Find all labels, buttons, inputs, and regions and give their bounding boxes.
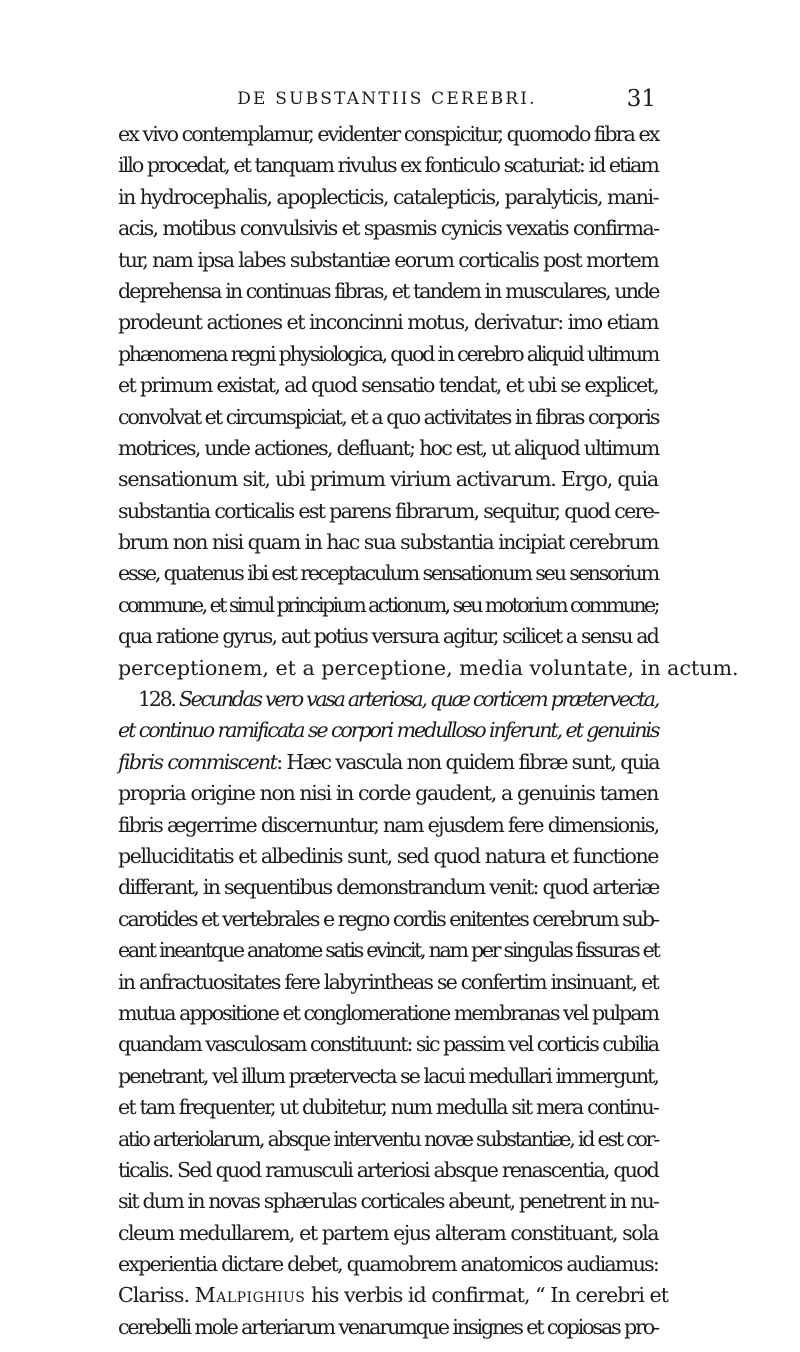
text-line: prodeunt actiones et inconcinni motus, derivatur: imo etiam <box>118 310 658 335</box>
text-line: differant, in sequentibus demonstrandum venit: quod arteriæ <box>118 875 659 900</box>
text-line: in hydrocephalis, apoplecticis, catalepticis, paralyticis, mani- <box>118 184 658 209</box>
text-line: penetrant, vel illum prætervecta se lacui medullari immergunt, <box>118 1063 658 1088</box>
text-line: quandam vasculosam constituunt: sic passim vel corticis cubilia <box>118 1032 658 1057</box>
text-line <box>118 747 658 778</box>
text-line: pelluciditatis et albedinis sunt, sed quod natura et functione <box>118 843 659 868</box>
text-line: experientia dictare debet, quamobrem anatomicos audiamus: <box>118 1252 658 1277</box>
text-line: tur, nam ipsa labes substantiæ eorum corticalis post mortem <box>118 247 658 272</box>
text-fragment: his verbis id confirmat, “ In cerebri et <box>310 1283 669 1308</box>
author-name: Malpighius <box>194 1283 306 1308</box>
text-line: et tam frequenter, ut dubitetur, num medulla sit mera continu- <box>118 1095 658 1120</box>
text-line: commune, et simul principium actionum, seu motorium commune; <box>118 592 658 617</box>
text-line: brum non nisi quam in hac sua substantia incipiat cerebrum <box>118 530 658 555</box>
text-line: ex vivo contemplamur, evidenter conspicitur, quomodo fibra ex <box>118 122 659 146</box>
text-line: carotides et vertebrales e regno cordis enitentes cerebrum sub- <box>118 906 658 931</box>
text-line: sit dum in novas sphærulas corticales abeunt, penetrent in nu- <box>118 1189 658 1214</box>
page-number: 31 <box>626 86 656 112</box>
section-heading: fibris commiscent <box>118 749 277 774</box>
text-line: in anfractuositates fere labyrintheas se confertim insinuant, et <box>118 969 658 994</box>
text-line: propria origine non nisi in corde gaudent, a genuinis tamen <box>118 781 658 806</box>
text-line: sensationum sit, ubi primum virium activarum. Ergo, quia <box>118 467 658 492</box>
text-fragment: Clariss. <box>118 1283 190 1308</box>
text-line: fibris ægerrime discernuntur, nam ejusdem fere dimensionis, <box>118 812 659 837</box>
body-text <box>118 119 739 1343</box>
text-line: atio arteriolarum, absque interventu novæ substantiæ, id est cor- <box>118 1126 658 1151</box>
text-line: convolvat et circumspiciat, et a quo activitates in fibras corporis <box>118 404 659 429</box>
text-line: deprehensa in continuas fibras, et tandem in musculares, unde <box>118 278 659 303</box>
text-line: cleum medullarem, et partem ejus alteram constituant, sola <box>118 1220 658 1245</box>
section-number: 128. <box>138 687 175 712</box>
section-heading-line: et continuo ramificata se corpori medulloso inferunt, et genuinis <box>118 718 659 743</box>
text-line: motrices, unde actiones, defluant; hoc est, ut aliquod ultimum <box>118 435 659 460</box>
section-heading: Secundas vero vasa arteriosa, quæ corticem prætervecta, <box>178 687 659 712</box>
text-line: et primum existat, ad quod sensatio tendat, et ubi se explicet, <box>118 373 658 398</box>
text-line: acis, motibus convulsivis et spasmis cynicis vexatis confirma- <box>118 216 659 241</box>
text-line: cerebelli mole arteriarum venarumque insignes et copiosas pro- <box>118 1314 658 1339</box>
text-line <box>118 1280 669 1311</box>
text-line: mutua appositione et conglomeratione membranas vel pulpam <box>118 1000 658 1025</box>
section-heading-line <box>118 684 658 715</box>
text-line: phænomena regni physiologica, quod in cerebro aliquid ultimum <box>118 341 658 366</box>
running-head <box>118 84 656 114</box>
text-line: perceptionem, et a perceptione, media voluntate, in actum. <box>118 655 739 680</box>
text-line: ticalis. Sed quod ramusculi arteriosi absque renascentia, quod <box>118 1157 658 1182</box>
text-line: esse, quatenus ibi est receptaculum sensationum seu sensorium <box>118 561 658 586</box>
text-line: illo procedat, et tanquam rivulus ex fonticulo scaturiat: id etiam <box>118 153 658 178</box>
text-line: substantia corticalis est parens fibrarum, sequitur, quod cere- <box>118 498 659 523</box>
text-line: qua ratione gyrus, aut potius versura agitur, scilicet a sensu ad <box>118 624 658 649</box>
text-line: eant ineantque anatome satis evincit, nam per singulas fissuras et <box>118 938 659 963</box>
running-title: DE SUBSTANTIIS CEREBRI. <box>237 89 537 109</box>
text-fragment: : Hæc vascula non quidem fibræ sunt, quia <box>276 749 659 774</box>
